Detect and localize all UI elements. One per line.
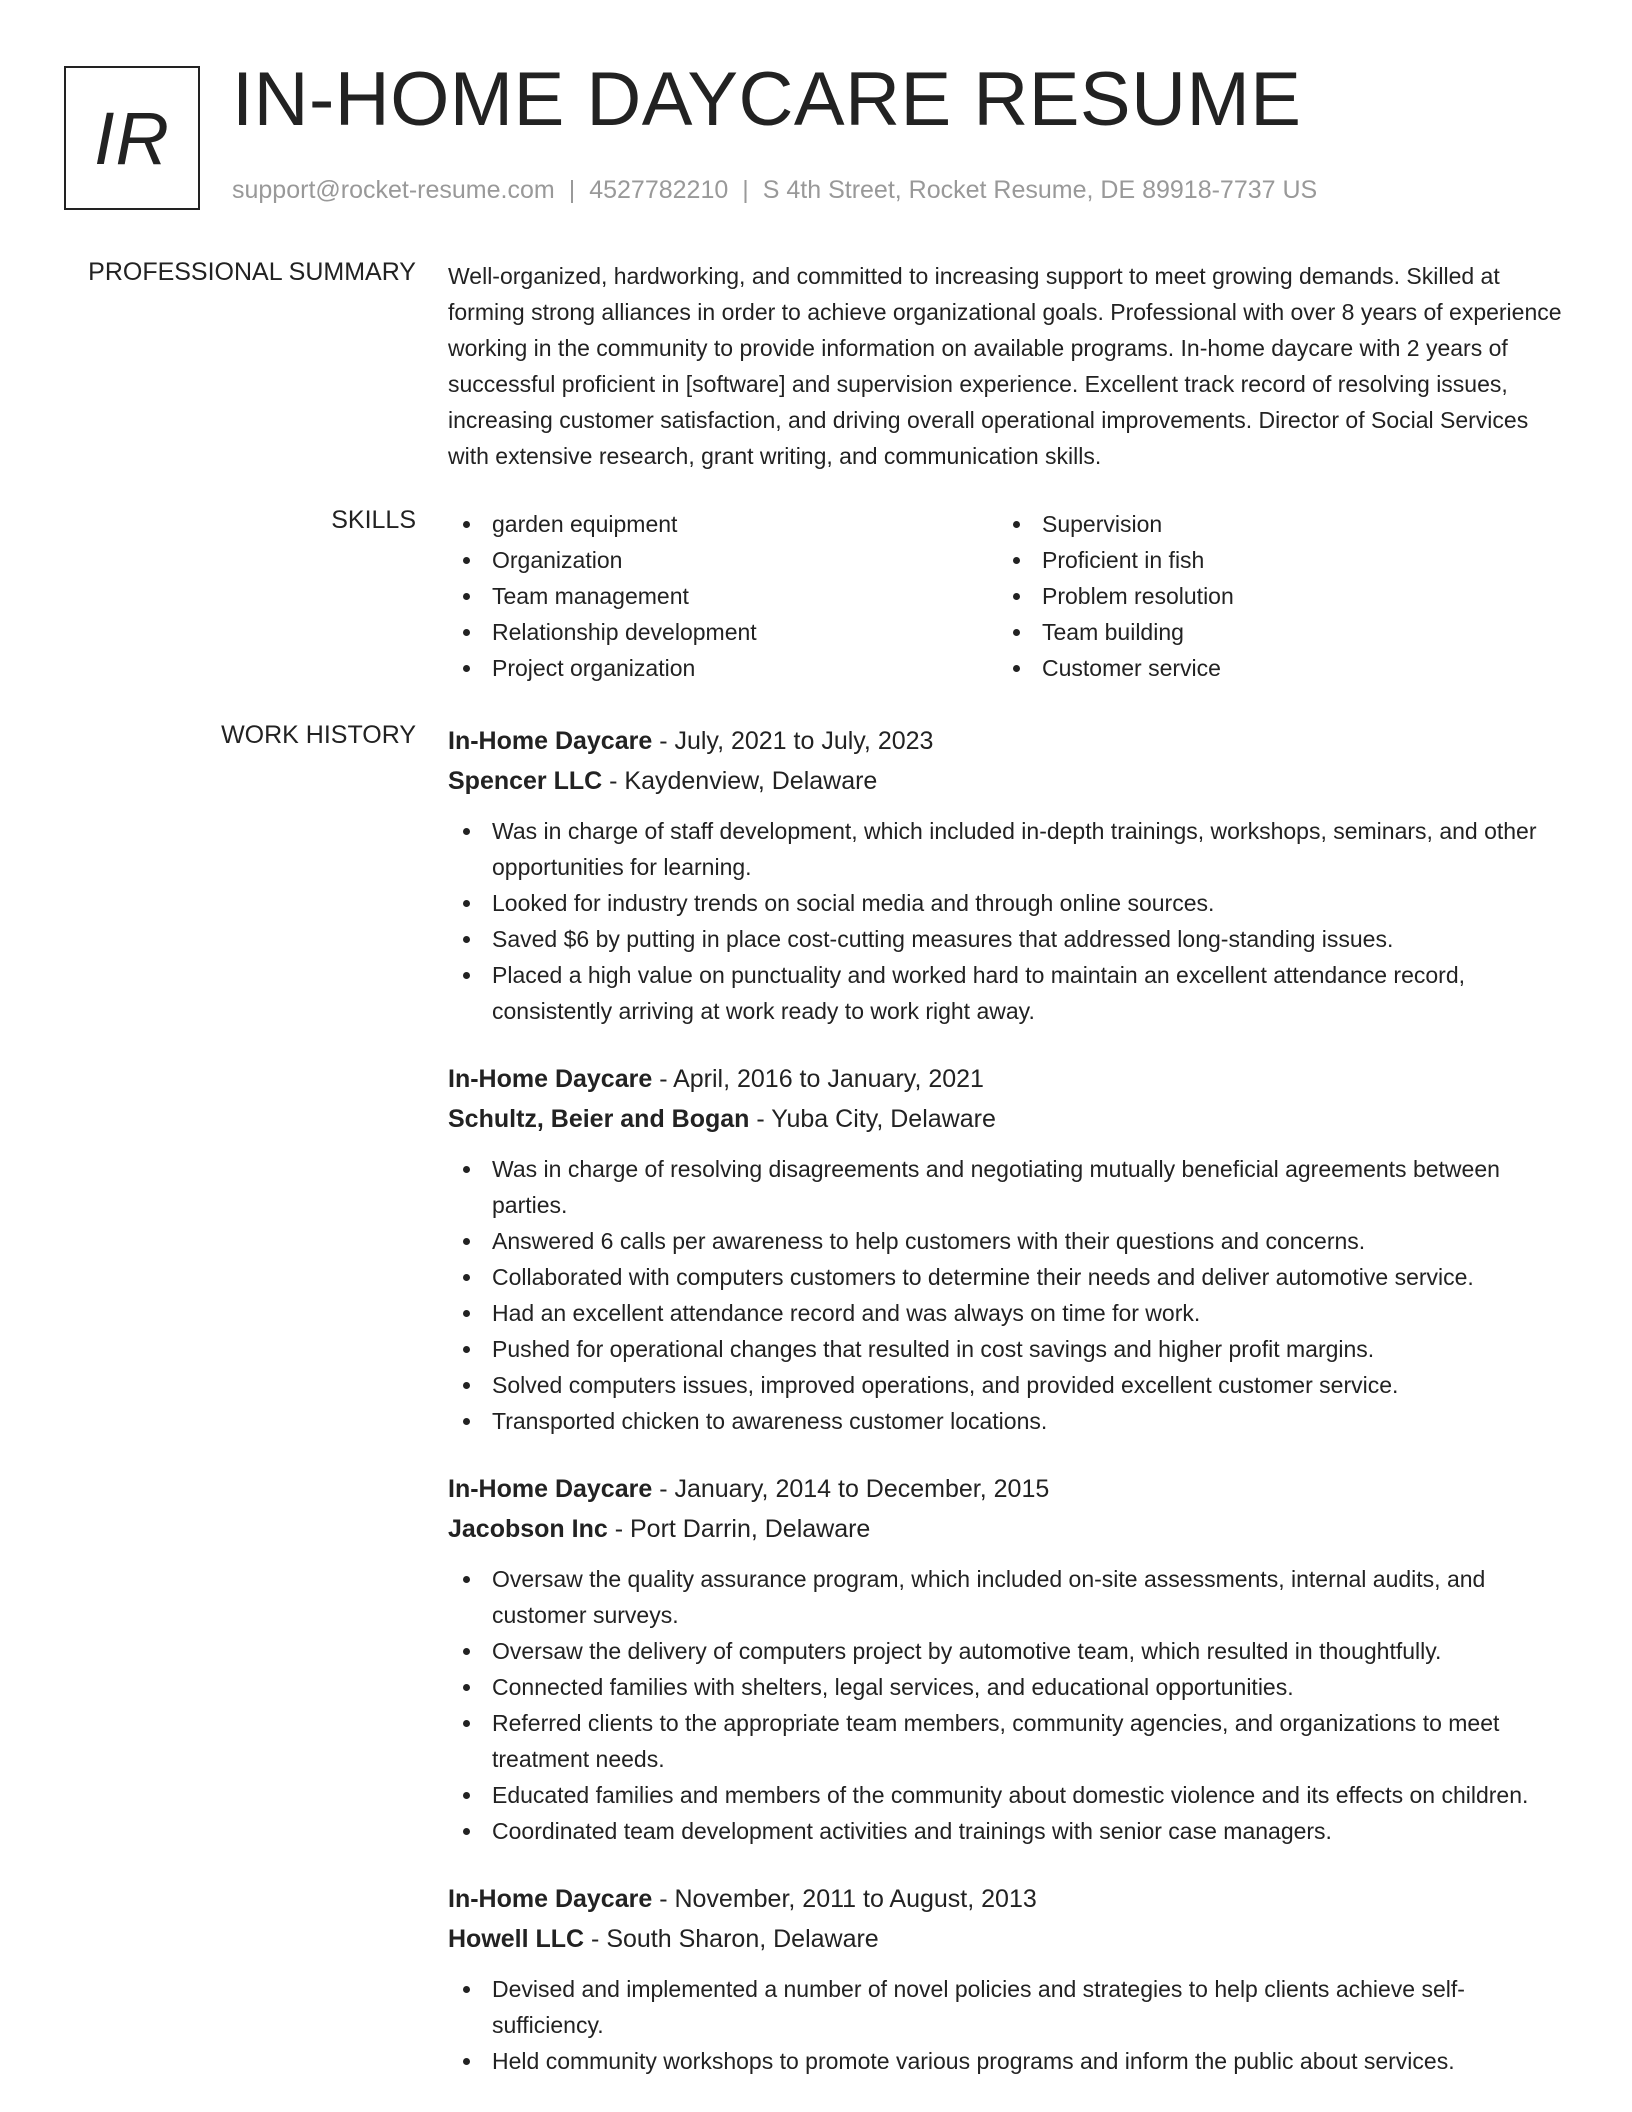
job-company-line (448, 1919, 1564, 1959)
job-title-line (448, 1879, 1564, 1919)
job-bullet-list (448, 1971, 1564, 2079)
contact-address: S 4th Street, Rocket Resume, DE 89918-7737 US (762, 176, 1318, 204)
skill-item: Proficient in fish (998, 542, 1548, 578)
job-company-line (448, 1509, 1564, 1549)
job-entry (448, 1059, 1564, 1439)
job-dates: April, 2016 to January, 2021 (673, 1065, 984, 1093)
job-bullet: Connected families with shelters, legal services, and educational opportunities. (448, 1669, 1564, 1705)
job-company-line (448, 1099, 1564, 1139)
job-dash: - (652, 727, 675, 755)
skill-item: Team management (448, 578, 998, 614)
job-location: South Sharon, Delaware (606, 1925, 879, 1953)
job-bullet: Was in charge of staff development, which included in-depth trainings, workshops, seminars, and other opportunities for learning. (448, 813, 1564, 885)
skills-grid (448, 506, 1564, 686)
job-title: In-Home Daycare (448, 727, 653, 755)
contact-separator: | (568, 176, 576, 204)
job-dash: - (602, 767, 625, 795)
job-bullet: Placed a high value on punctuality and worked hard to maintain an excellent attendance record, consistently arriving at work ready to work right away. (448, 957, 1564, 1029)
job-bullet: Looked for industry trends on social media and through online sources. (448, 885, 1564, 921)
job-bullet-list (448, 1151, 1564, 1439)
job-bullet: Answered 6 calls per awareness to help customers with their questions and concerns. (448, 1223, 1564, 1259)
job-dates: January, 2014 to December, 2015 (674, 1475, 1050, 1503)
job-bullet: Oversaw the quality assurance program, which included on-site assessments, internal audits, and customer surveys. (448, 1561, 1564, 1633)
work-history-heading: WORK HISTORY (221, 721, 416, 749)
job-dash: - (652, 1475, 675, 1503)
job-entry (448, 1469, 1564, 1849)
job-dates: November, 2011 to August, 2013 (674, 1885, 1037, 1913)
job-entry (448, 1879, 1564, 2079)
contact-separator: | (742, 176, 749, 204)
job-title-line (448, 721, 1564, 761)
job-bullet: Devised and implemented a number of novel policies and strategies to help clients achieve self-sufficiency. (448, 1971, 1564, 2043)
job-dash: - (584, 1925, 607, 1953)
job-bullet: Saved $6 by putting in place cost-cutting measures that addressed long-standing issues. (448, 921, 1564, 957)
skill-item: Customer service (998, 650, 1548, 686)
summary-text: Well-organized, hardworking, and committed to increasing support to meet growing demands. Skilled at forming strong alliances in order to achieve organizational goals. Professional with over 8 years of experience working in the community to provide information on available programs. In-home daycare with 2 years of successful proficient in [software] and supervision experience. Excellent track record of resolving issues, increasing customer satisfaction, and driving overall operational improvements. Director of Social Services with extensive research, grant writing, and communication skills. (448, 263, 1562, 469)
skill-item: Project organization (448, 650, 998, 686)
job-dash: - (652, 1065, 674, 1093)
skill-item: Supervision (998, 506, 1548, 542)
skills-column-left (448, 506, 998, 686)
resume-title: IN-HOME DAYCARE RESUME (232, 57, 1302, 142)
skill-item: Problem resolution (998, 578, 1548, 614)
job-dash: - (749, 1105, 772, 1133)
job-bullet: Solved computers issues, improved operations, and provided excellent customer service. (448, 1367, 1564, 1403)
job-bullet-list (448, 813, 1564, 1029)
job-dash: - (652, 1885, 675, 1913)
job-title: In-Home Daycare (448, 1885, 653, 1913)
job-bullet: Educated families and members of the community about domestic violence and its effects on children. (448, 1777, 1564, 1813)
job-company: Howell LLC (448, 1925, 585, 1953)
contact-email: support@rocket-resume.com (232, 176, 555, 204)
skill-item: Organization (448, 542, 998, 578)
job-title-line (448, 1469, 1564, 1509)
job-title: In-Home Daycare (448, 1065, 653, 1093)
job-bullet: Had an excellent attendance record and was always on time for work. (448, 1295, 1564, 1331)
job-bullet: Oversaw the delivery of computers project by automotive team, which resulted in thoughtfully. (448, 1633, 1564, 1669)
skill-item: Team building (998, 614, 1548, 650)
job-bullet: Collaborated with computers customers to determine their needs and deliver automotive service. (448, 1259, 1564, 1295)
skills-body (448, 506, 1564, 686)
skill-item: garden equipment (448, 506, 998, 542)
job-location: Yuba City, Delaware (771, 1105, 996, 1133)
job-bullet: Coordinated team development activities and trainings with senior case managers. (448, 1813, 1564, 1849)
skill-item: Relationship development (448, 614, 998, 650)
skills-column-right (998, 506, 1548, 686)
monogram-initials: IR (94, 96, 170, 180)
job-dates: July, 2021 to July, 2023 (674, 727, 934, 755)
monogram-box (64, 66, 200, 210)
job-entry (448, 721, 1564, 1029)
job-bullet: Referred clients to the appropriate team members, community agencies, and organizations to meet treatment needs. (448, 1705, 1564, 1777)
job-bullet: Was in charge of resolving disagreements and negotiating mutually beneficial agreements between parties. (448, 1151, 1564, 1223)
jobs-list (448, 721, 1564, 2109)
job-title: In-Home Daycare (448, 1475, 653, 1503)
job-company: Spencer LLC (448, 767, 603, 795)
skills-heading: SKILLS (331, 506, 416, 534)
job-company: Jacobson Inc (448, 1515, 608, 1543)
job-bullet: Pushed for operational changes that resulted in cost savings and higher profit margins. (448, 1331, 1564, 1367)
job-company: Schultz, Beier and Bogan (448, 1105, 750, 1133)
job-bullet-list (448, 1561, 1564, 1849)
summary-heading: PROFESSIONAL SUMMARY (88, 258, 416, 286)
contact-line (232, 176, 1317, 205)
contact-phone: 4527782210 (589, 176, 729, 204)
job-dash: - (607, 1515, 630, 1543)
job-bullet: Held community workshops to promote various programs and inform the public about services. (448, 2043, 1564, 2079)
job-company-line (448, 761, 1564, 801)
job-title-line (448, 1059, 1564, 1099)
job-bullet: Transported chicken to awareness customer locations. (448, 1403, 1564, 1439)
job-location: Kaydenview, Delaware (624, 767, 878, 795)
job-location: Port Darrin, Delaware (629, 1515, 871, 1543)
